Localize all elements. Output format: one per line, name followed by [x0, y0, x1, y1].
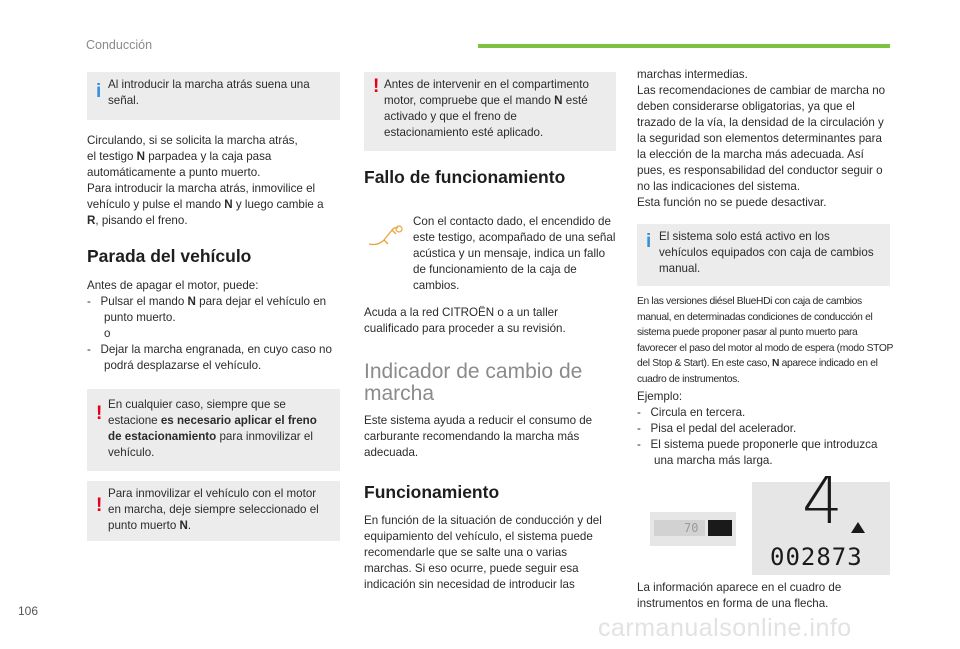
speed-bar: [708, 520, 732, 536]
warning-icon: !: [96, 495, 103, 516]
speed-gauge: [654, 520, 705, 536]
info-icon: i: [96, 81, 102, 102]
warning-note-neutral: [87, 481, 340, 541]
fault-action: Acuda a la red CITROËN o a un taller cualificado para proceder a su revisión.: [364, 306, 566, 335]
info-icon: i: [646, 231, 652, 252]
note-text: El sistema solo está activo en los vehículos equipados con caja de cambios manual.: [659, 230, 874, 275]
reverse-paragraph: Circulando, si se solicita la marcha atrás, el testigo N parpadea y la caja pasa automáticamente a punto muerto. Para introducir la marcha atrás, inmovilice el vehículo y pulse el mando N y luego cambie a R, pisando el freno.: [87, 134, 324, 227]
info-note-reverse: [87, 72, 340, 120]
gear-number: 4: [802, 465, 843, 539]
note-text: Para inmovilizar el vehículo con el motor en marcha, deje siempre seleccionado el punto muerto N.: [108, 487, 319, 532]
speed-display: [650, 512, 736, 546]
section-title: Conducción: [86, 38, 153, 52]
note-text: En cualquier caso, siempre que se estacione es necesario aplicar el freno de estacionamiento para inmovilizar el vehículo.: [108, 398, 317, 459]
heading-gear-indicator: Indicador de cambio de marcha: [364, 360, 583, 405]
upshift-arrow-icon: [851, 522, 865, 533]
display-caption: La información aparece en el cuadro de instrumentos en forma de una flecha.: [637, 581, 842, 610]
gsi-text: Este sistema ayuda a reducir el consumo de carburante recomendando la marcha más adecuada.: [364, 414, 593, 459]
note-text: Al introducir la marcha atrás suena una señal.: [108, 78, 310, 107]
gearbox-fault-icon: [366, 222, 406, 252]
speed-value: 70: [684, 521, 699, 535]
warning-icon: !: [96, 403, 103, 424]
fault-text: Con el contacto dado, el encendido de este testigo, acompañado de una señal acústica y un mensaje, indica un fallo de funcionamiento de la caja de cambios.: [413, 215, 616, 292]
section-accent-bar: [478, 44, 890, 48]
heading-operation: Funcionamiento: [364, 482, 500, 502]
page-number: 106: [18, 604, 39, 618]
gear-display: [752, 465, 890, 575]
diesel-paragraph: En las versiones diésel BlueHDi con caja de cambios manual, en determinadas condiciones de conducción el sistema puede proponer pasar al punto muerto para favorecer el paso del motor al modo de espera (modo STOP del Stop & Start). En este caso, N aparece indicado en el cuadro de instrumentos.: [637, 296, 893, 385]
info-note-manual: [637, 224, 890, 286]
recommendations-text: marchas intermedias. Las recomendaciones de cambiar de marcha no deben considerarse obligatorias, ya que el trazado de la vía, la densidad de la circulación y la seguridad son elementos determinantes para la elección de la marcha más adecuada. Así pues, es responsabilidad del conductor seguir o no las indicaciones del sistema. Esta función no se puede desactivar.: [637, 68, 886, 209]
warning-icon: !: [373, 76, 380, 97]
example-section: Ejemplo: - Circula en tercera. - Pisa el pedal del acelerador. - El sistema puede proponerle que introduzca una marcha más larga.: [637, 390, 878, 467]
operation-text: En función de la situación de conducción y del equipamiento del vehículo, el sistema puede recomendarle que se salte una o varias marchas. Si eso ocurre, puede seguir esa indicación sin necesidad de introducir las: [364, 514, 602, 591]
note-text: Antes de intervenir en el compartimento motor, compruebe que el mando N esté activado y que el freno de estacionamiento esté aplicado.: [384, 78, 589, 139]
warning-note-parking: [87, 389, 340, 471]
warning-note-engine: [364, 72, 616, 151]
watermark: carmanualsonline.info: [598, 614, 852, 642]
heading-stop: Parada del vehículo: [87, 246, 252, 266]
heading-fault: Fallo de funcionamiento: [364, 167, 566, 187]
odometer-value: 002873: [770, 543, 863, 571]
stop-section: Antes de apagar el motor, puede: - Pulsar el mando N para dejar el vehículo en punto muerto. o - Dejar la marcha engranada, en cuyo caso no podrá desplazarse el vehículo.: [87, 279, 332, 372]
